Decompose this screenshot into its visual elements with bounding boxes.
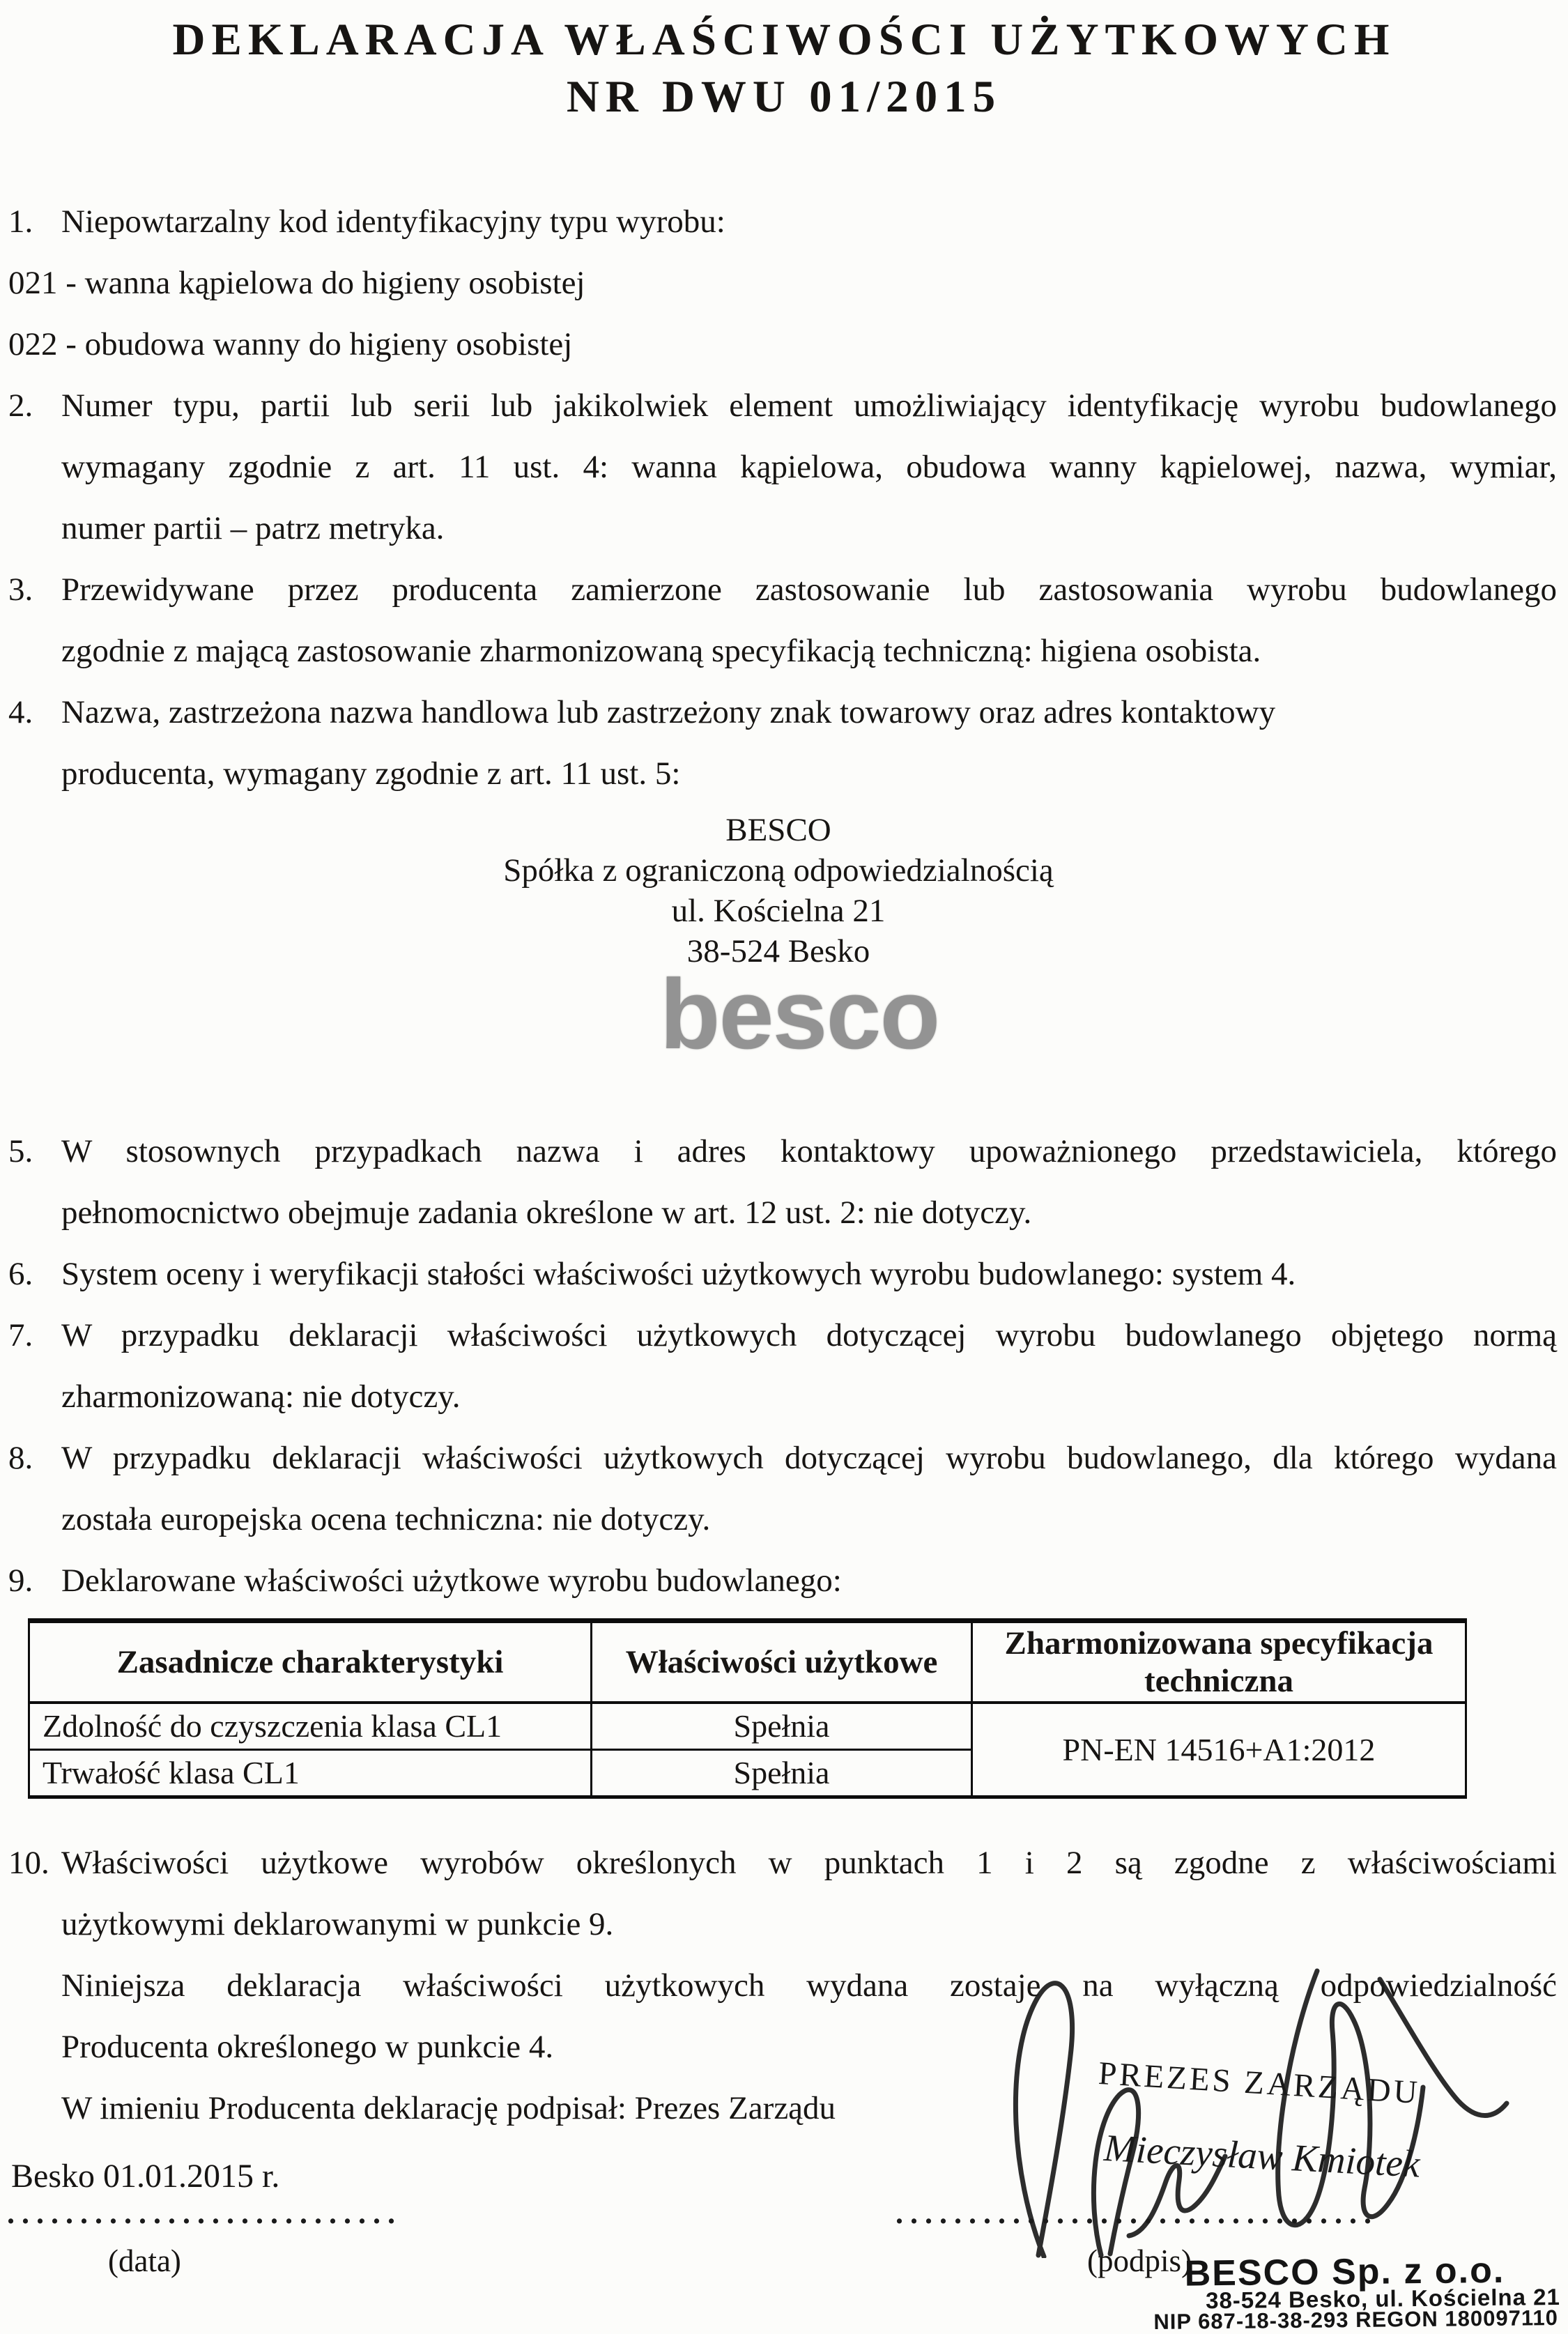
list-item-5 [0,1121,1557,1243]
item-number: 9. [8,1563,33,1599]
item-10-line-5: W imieniu Producenta deklarację podpisał: Prezes Zarządu [61,2090,836,2126]
item-4-line-2: producenta, wymagany zgodnie z art. 11 ust. 5: [61,755,681,792]
list-item-8 [0,1427,1557,1550]
list-item-3 [0,559,1557,682]
document-body [0,191,1568,2139]
date-label: (data) [108,2243,181,2278]
product-code-021: 021 - wanna kąpielowa do higieny osobistej [8,265,585,301]
list-item-4 [0,682,1557,804]
item-10-line-1: Właściwości użytkowe wyrobów określonych w punktach 1 i 2 są zgodne z właściwościami [61,1845,1557,1881]
item-2-line-1: Numer typu, partii lub serii lub jakikolwiek element umożliwiający identyfikację wyrobu budowlanego [61,387,1557,424]
table-header-spec: Zharmonizowana specyfikacja techniczna [972,1621,1466,1703]
product-code-022: 022 - obudowa wanny do higieny osobistej [8,326,573,362]
date-dotted-line: ........................... [7,2196,402,2230]
table-row [29,1703,1466,1750]
item-number: 10. [8,1845,49,1881]
item-3-line-1: Przewidywane przez producenta zamierzone zastosowanie lub zastosowania wyrobu budowlanego [61,571,1557,608]
item-7-line-1: W przypadku deklaracji właściwości użytkowych dotyczącej wyrobu budowlanego objętego normą [61,1317,1557,1353]
besco-logo: besco [659,959,939,1070]
signature-dotted-line: ................................. [896,2196,1378,2230]
item-5-line-1: W stosownych przypadkach nazwa i adres kontaktowy upoważnionego przedstawiciela, którego [61,1133,1557,1169]
producer-company: Spółka z ograniczoną odpowiedzialnością [503,852,1054,889]
item-number: 4. [8,694,33,730]
item-4-line-1: Nazwa, zastrzeżona nazwa handlowa lub zastrzeżony znak towarowy oraz adres kontaktowy [61,694,1276,730]
stamp-company-address: 38-524 Besko, ul. Kościelna 21 [1205,2283,1561,2314]
table-header-characteristics: Zasadnicze charakterystyki [29,1621,592,1703]
table-cell-performance-1: Spełnia [592,1703,972,1750]
item-number: 5. [8,1133,33,1169]
performance-table [28,1618,1467,1799]
company-stamp [1153,2250,1561,2334]
item-2-line-3: numer partii – patrz metryka. [61,510,445,546]
item-number: 7. [8,1317,33,1353]
stamp-role-text: PREZES ZARZĄDU [1097,2055,1422,2112]
item-number: 6. [8,1256,33,1292]
producer-address-block [0,810,1557,972]
producer-street: ul. Kościelna 21 [671,893,886,929]
item-number: 1. [8,204,33,240]
title-line-2: NR DWU 01/2015 [566,72,1002,122]
document-title [0,0,1568,125]
list-item-6 [0,1243,1557,1305]
list-item-2 [0,375,1557,559]
item-8-line-1: W przypadku deklaracji właściwości użytkowych dotyczącej wyrobu budowlanego, dla którego wydana [61,1440,1557,1476]
list-item-9 [0,1550,1557,1611]
item-1-line-1: Niepowtarzalny kod identyfikacyjny typu wyrobu: [61,204,725,240]
table-header-performance: Właściwości użytkowe [592,1621,972,1703]
table-cell-characteristic-1: Zdolność do czyszczenia klasa CL1 [29,1703,592,1750]
table-cell-performance-2: Spełnia [592,1750,972,1797]
stamp-company-ids: NIP 687-18-38-293 REGON 180097110 [1153,2305,1559,2334]
product-codes [0,252,1557,375]
item-5-line-2: pełnomocnictwo obejmuje zadania określone w art. 12 ust. 2: nie dotyczy. [61,1195,1032,1231]
producer-name: BESCO [725,812,831,848]
item-10-line-2: użytkowymi deklarowanymi w punkcie 9. [61,1906,614,1942]
item-number: 8. [8,1440,33,1476]
stamp-company-name: BESCO Sp. z o.o. [1184,2250,1505,2294]
table-cell-spec: PN-EN 14516+A1:2012 [972,1703,1466,1797]
item-2-line-2: wymagany zgodnie z art. 11 ust. 4: wanna kąpielowa, obudowa wanny kąpielowej, nazwa, wymiar, [61,449,1557,485]
item-number: 2. [8,387,33,424]
handwritten-signature [990,1958,1519,2258]
item-9-line-1: Deklarowane właściwości użytkowe wyrobu budowlanego: [61,1563,842,1599]
item-10-line-4: Producenta określonego w punkcie 4. [61,2029,554,2065]
list-item-7 [0,1305,1557,1427]
place-and-date: Besko 01.01.2015 r. [11,2158,280,2195]
stamp-name-text: Mieczysław Kmiotek [1102,2126,1421,2186]
table-cell-characteristic-2: Trwałość klasa CL1 [29,1750,592,1797]
item-6-line-1: System oceny i weryfikacji stałości właściwości użytkowych wyrobu budowlanego: system 4. [61,1256,1296,1292]
producer-city: 38-524 Besko [686,933,870,969]
signature-zone [871,1958,1568,2334]
title-line-1: DEKLARACJA WŁAŚCIWOŚCI UŻYTKOWYCH [172,15,1396,65]
item-10-line-3: Niniejsza deklaracja właściwości użytkowych wydana zostaje na wyłączną odpowiedzialność [61,1967,1557,2004]
item-7-line-2: zharmonizowaną: nie dotyczy. [61,1379,461,1415]
signature-label: (podpis) [1087,2243,1192,2278]
item-3-line-2: zgodnie z mającą zastosowanie zharmonizowaną specyfikacją techniczną: higiena osobista. [61,633,1261,669]
list-item-1 [0,191,1557,252]
item-number: 3. [8,571,33,608]
table-header-row [29,1621,1466,1703]
item-8-line-2: została europejska ocena techniczna: nie dotyczy. [61,1501,711,1537]
